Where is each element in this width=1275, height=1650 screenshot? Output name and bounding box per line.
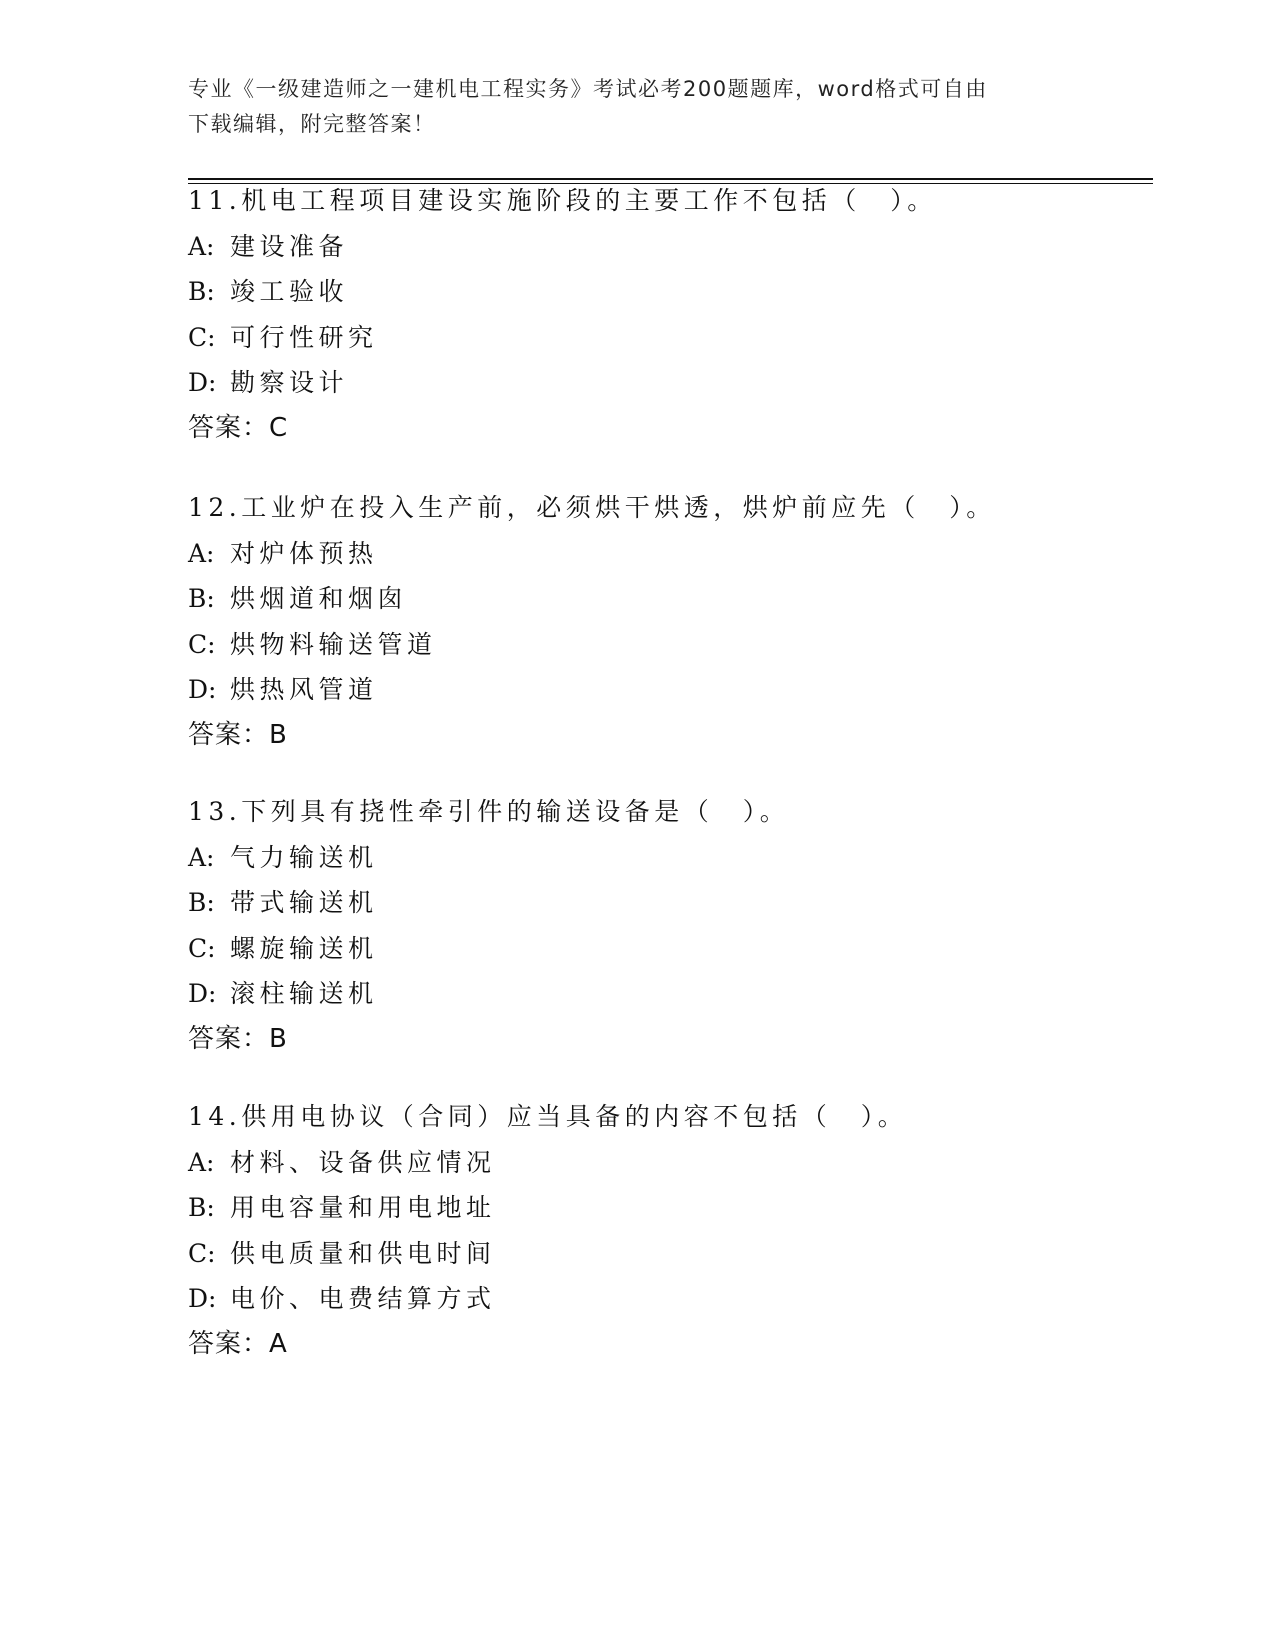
option-a xyxy=(188,531,1153,577)
option-d xyxy=(188,971,1153,1017)
option-letter: A: xyxy=(188,842,215,872)
option-letter: B: xyxy=(188,888,215,917)
option-c xyxy=(188,1231,1153,1277)
question-block xyxy=(188,178,1153,451)
option-text: 螺旋输送机 xyxy=(230,933,378,963)
option-text: 对炉体预热 xyxy=(230,538,378,568)
header-line-2: 下载编辑，附完整答案！ xyxy=(188,112,436,136)
question-block xyxy=(188,1094,1153,1367)
question-stem: 11.机电工程项目建设实施阶段的主要工作不包括（ ）。 xyxy=(188,186,937,215)
option-b xyxy=(188,269,1153,315)
answer-line: 答案：B xyxy=(188,719,288,750)
option-letter: B: xyxy=(188,1193,215,1222)
option-text: 烘烟道和烟囱 xyxy=(230,584,408,613)
option-text: 建设准备 xyxy=(230,231,349,261)
option-d xyxy=(188,1276,1153,1322)
option-letter: B: xyxy=(188,584,215,613)
question-stem: 13.下列具有挠性牵引件的输送设备是（ ）。 xyxy=(188,797,790,826)
option-letter: A: xyxy=(188,231,215,261)
answer-line: 答案：A xyxy=(188,1328,288,1359)
option-text: 滚柱输送机 xyxy=(230,979,378,1008)
option-text: 可行性研究 xyxy=(230,322,378,352)
option-a xyxy=(188,224,1153,270)
option-text: 竣工验收 xyxy=(230,277,349,306)
option-b xyxy=(188,576,1153,622)
option-c xyxy=(188,622,1153,668)
option-b xyxy=(188,1185,1153,1231)
option-text: 烘热风管道 xyxy=(230,675,378,704)
option-text: 勘察设计 xyxy=(230,368,349,397)
option-c xyxy=(188,926,1153,972)
option-letter: C: xyxy=(188,933,216,963)
option-letter: C: xyxy=(188,322,216,352)
option-b xyxy=(188,880,1153,926)
option-c xyxy=(188,315,1153,361)
option-text: 用电容量和用电地址 xyxy=(230,1193,496,1222)
option-letter: B: xyxy=(188,277,215,306)
option-text: 电价、电费结算方式 xyxy=(230,1284,496,1313)
option-letter: D: xyxy=(188,675,217,704)
question-block xyxy=(188,485,1153,758)
option-text: 烘物料输送管道 xyxy=(230,629,437,659)
option-text: 供电质量和供电时间 xyxy=(230,1238,496,1268)
option-letter: D: xyxy=(188,979,217,1008)
option-a xyxy=(188,1140,1153,1186)
option-d xyxy=(188,360,1153,406)
option-text: 带式输送机 xyxy=(230,888,378,917)
option-letter: C: xyxy=(188,629,216,659)
option-letter: A: xyxy=(188,1147,215,1177)
answer-line: 答案：B xyxy=(188,1023,288,1054)
option-text: 气力输送机 xyxy=(230,842,378,872)
answer-line: 答案：C xyxy=(188,412,289,443)
question-stem: 12.工业炉在投入生产前，必须烘干烘透，烘炉前应先（ ）。 xyxy=(188,493,996,522)
option-letter: C: xyxy=(188,1238,216,1268)
option-letter: D: xyxy=(188,1284,217,1313)
option-text: 材料、设备供应情况 xyxy=(230,1147,496,1177)
option-letter: A: xyxy=(188,538,215,568)
document-header xyxy=(188,72,1068,142)
question-block xyxy=(188,789,1153,1062)
option-d xyxy=(188,667,1153,713)
option-letter: D: xyxy=(188,368,217,397)
option-a xyxy=(188,835,1153,881)
question-stem: 14.供用电协议（合同）应当具备的内容不包括（ ）。 xyxy=(188,1102,908,1131)
header-line-1: 专业《一级建造师之一建机电工程实务》考试必考200题题库，word格式可自由 xyxy=(188,77,988,101)
